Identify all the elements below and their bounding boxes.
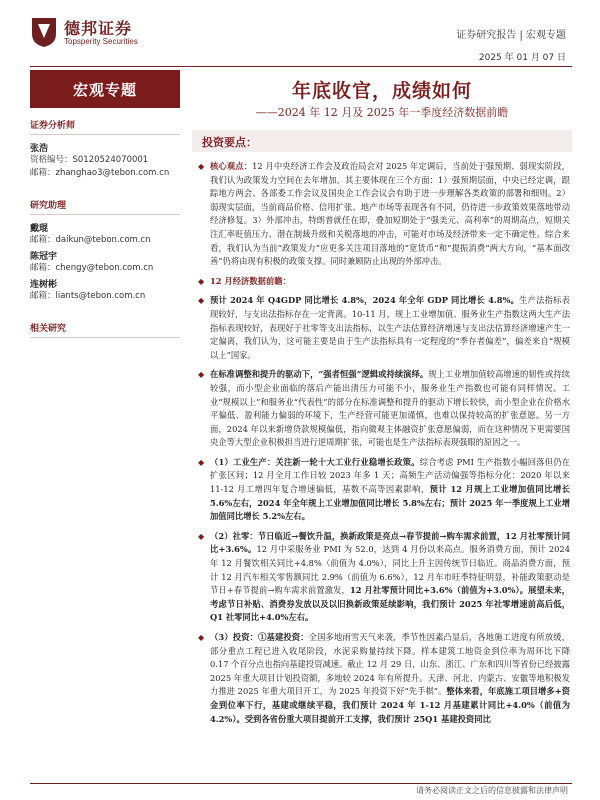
analyst-cert: 资格编号：S0120524070001	[30, 155, 149, 165]
paragraph-heading: 核心观点：	[210, 161, 253, 171]
divider	[30, 214, 180, 215]
assistant-name: 戴琨	[30, 224, 49, 234]
footer-divider	[30, 783, 572, 784]
brand-logo-icon	[30, 14, 58, 48]
paragraph-conclusion: 整体来看，年底施工项目增多+资金到位率下行，基建或继续平稳，我们预计 2024 年 1-12 月基建累计同比+4.0%（前值为 4.2%）。受到各省份重大项目提前开工支撑，我们预计 25Q1 基建投资同比	[210, 686, 570, 724]
page-header	[0, 0, 600, 70]
bullet-icon: ◆	[198, 531, 205, 541]
paragraph-text: 12 月中央经济工作会及政治局会对 2025 年定调后，当前处于强预期、弱现实阶段，我们认为政策发力空间在去年增加。其主要体现在三个方面：1）强预期层面，中央已经定调，跟踪地方两会、各部委工作会议及国央企工作会议会有助于进一步理解各类政策的部署和细则。2）弱现实层面，当前商品价格、信用扩张、地产市场等表现各有不同，仍待进一步政策效果落地带动经济修复。3）外部冲击，特朗普就任在即，叠加短期处于“强美元、高利率”的周期高点，短期关注汇率贬值压力、潜在制裁升级和关税落地的冲击，可能对市场及经济带来一定不确定性。综合来看，我们认为当前“政策发力”应更多关注项目落地的“宽货币”和“提振消费”两大方向，“基本面改善”仍将由现有积极的政策支撑。同时兼顾防止出现的外部冲击。	[210, 161, 570, 267]
bullet-icon: ◆	[198, 633, 205, 642]
sidebar	[30, 118, 180, 344]
assistant-label: 研究助理	[30, 201, 67, 211]
analyst-email[interactable]: 邮箱：zhanghao3@tebon.com.cn	[30, 168, 170, 178]
assistant-name: 陈冠宇	[30, 252, 58, 262]
bullet-icon: ◆	[198, 457, 205, 467]
paragraph-heading: 在标准调整和提升的驱动下，“强者恒强”逻辑或持续演绎。	[210, 369, 429, 380]
paragraph-text: 规上工业增加值较高增速的韧性或持续较强，而小型企业面临的落后产能出清压力可能不小，服务业生产指数也可能有同样情况。工业“规模以上”和服务业“代表性”的部分在标准调整和提升的驱动下增长较快，而小型企业在价格水平偏低、盈利能力偏弱的环境下，生产经营可能更加谨慎，也难以保持较高的扩张意愿。另一方面，2024 年以来新增贷款规模偏低，指向微观主体融资扩张意愿偏弱，而在这种情况下更需要国央企等大型企业积极担当进行逆周期扩张，可能也是生产法指标表现强眼的原因之一。	[210, 369, 570, 448]
paragraph	[198, 160, 570, 269]
paragraph-text: 综合考虑 PMI 生产指数小幅回落但仍在扩张区间；12 月全月工作日较 2023 年多 1 天；高频生产活动偏强等指标分化：2020 年以来 11-12 月工增四年复合增速偏低，基数不高等因素影响，	[210, 456, 570, 495]
page-subtitle: ——2024 年 12 月及 2025 年一季度经济数据前瞻	[255, 106, 509, 119]
body-text	[198, 160, 570, 732]
related-research-label: 相关研究	[30, 324, 67, 334]
paragraph	[198, 368, 570, 450]
paragraph-heading: 预计 2024 年 Q4GDP 同比增长 4.8%，2024 年全年 GDP 同比增长 4.8%。	[210, 295, 520, 306]
paragraph	[198, 275, 570, 289]
header-divider	[30, 66, 572, 67]
assistant-email[interactable]: 邮箱：daikun@tebon.com.cn	[30, 235, 151, 245]
bullet-icon: ◆	[198, 296, 205, 306]
bullet-icon: ◆	[198, 162, 205, 171]
brand-name-en: Topsperity Securities	[64, 37, 138, 46]
assistant-email[interactable]: 邮箱：chengy@tebon.com.cn	[30, 263, 154, 273]
section-label: 12 月经济数据前瞻：	[210, 275, 291, 286]
paragraph-text: 全国多地雨雪天气来袭，季节性因素凸显后，各地施工进度有所放缓，部分重点工程已进入收尾阶段，水泥采购量持续下降。样本建筑工地资金到位率为周环比下降 0.17 个百分点也指向基建投资减速。截止 12 月 29 日，山东、浙江、广东和四川等省份已经披露 2025 年重大项目计划投资额，多地较 2024 年有所提升。天津、河北、内蒙古、安徽等地积极发力推进 2025 年重大项目开工，为 2025 年投资下好“先手棋”。	[210, 632, 570, 697]
analyst-label: 证券分析师	[30, 121, 76, 131]
breadcrumb: 证券研究报告 | 宏观专题	[456, 30, 566, 41]
brand-name: 德邦证券	[64, 19, 133, 38]
section-header	[192, 130, 572, 152]
report-type-banner: 宏观专题	[30, 70, 180, 108]
footer-disclaimer: 请务必阅读正文之后的信息披露和法律声明	[416, 786, 568, 795]
paragraph-heading: （2）社零：节日临近→餐饮升温，换新政策是亮点→春节提前→购车需求前置，12 月社零预计同比+3.6%。	[210, 530, 570, 555]
assistant-name: 连树彬	[30, 280, 58, 290]
divider	[30, 337, 180, 338]
analyst-name: 张浩	[30, 144, 49, 154]
paragraph-conclusion: 预计 12 月规上工业增加值同比增长 5.6%左右，2024 年全年规上工业增加值同比增长 5.8%左右；预计 2025 年一季度规上工业增加值同比增长 5.2%左右。	[210, 484, 570, 522]
paragraph-heading: （3）投资：①基建投资：	[210, 632, 309, 642]
paragraph	[198, 631, 570, 726]
report-date: 2025 年 01 月 07 日	[478, 53, 566, 63]
paragraph	[198, 456, 570, 524]
paragraph-heading: （1）工业生产：关注新一轮十大工业行业稳增长政策。	[210, 456, 420, 467]
paragraph	[198, 294, 570, 362]
assistant-email[interactable]: 邮箱：liants@tebon.com.cn	[30, 291, 146, 301]
section-header-label: 投资要点：	[202, 136, 257, 149]
divider	[30, 134, 180, 135]
paragraph	[198, 530, 570, 625]
paragraph-text: 生产法指标表现较好，与支出法指标存在一定背离。10-11 月，规上工业增加值、服务业生产指数这两大生产法指标表现较好，表现好于社零等支出法指标，以生产法估算经济增速与支出法估算经济增速产生一定偏离，我们认为，这可能主要是由于生产法指标具有一定程度的“季存者偏差”，偏差来自“规模以上”国家。	[210, 295, 570, 360]
bullet-icon: ◆	[198, 276, 205, 286]
paragraph-text: 12 月中采服务业 PMI 为 52.0，达到 4 月份以来高点。服务消费方面，预计 2024 年 12 月餐饮相关同比+4.8%（前值为 4.0%），同比上升主因传统节日临近。商品消费方面，预计 12 月汽车相关零售额同比 2.9%（前值为 6.6%），12 月车市旺季特征明显，补能政策驱动是节日+春节提前→购车需求前置激发，	[210, 544, 570, 596]
paragraph-conclusion: 12 月社零预计同比+3.6%（前值为+3.0%）。展望未来，考虑节日补贴、消费券发放以及以旧换新政策延续影响，我们预计 2025 年社零增速前高后低，Q1 社零同比+4.0%左右。	[210, 585, 570, 623]
bullet-icon: ◆	[198, 370, 205, 380]
page-title: 年底收官，成绩如何	[291, 80, 472, 102]
